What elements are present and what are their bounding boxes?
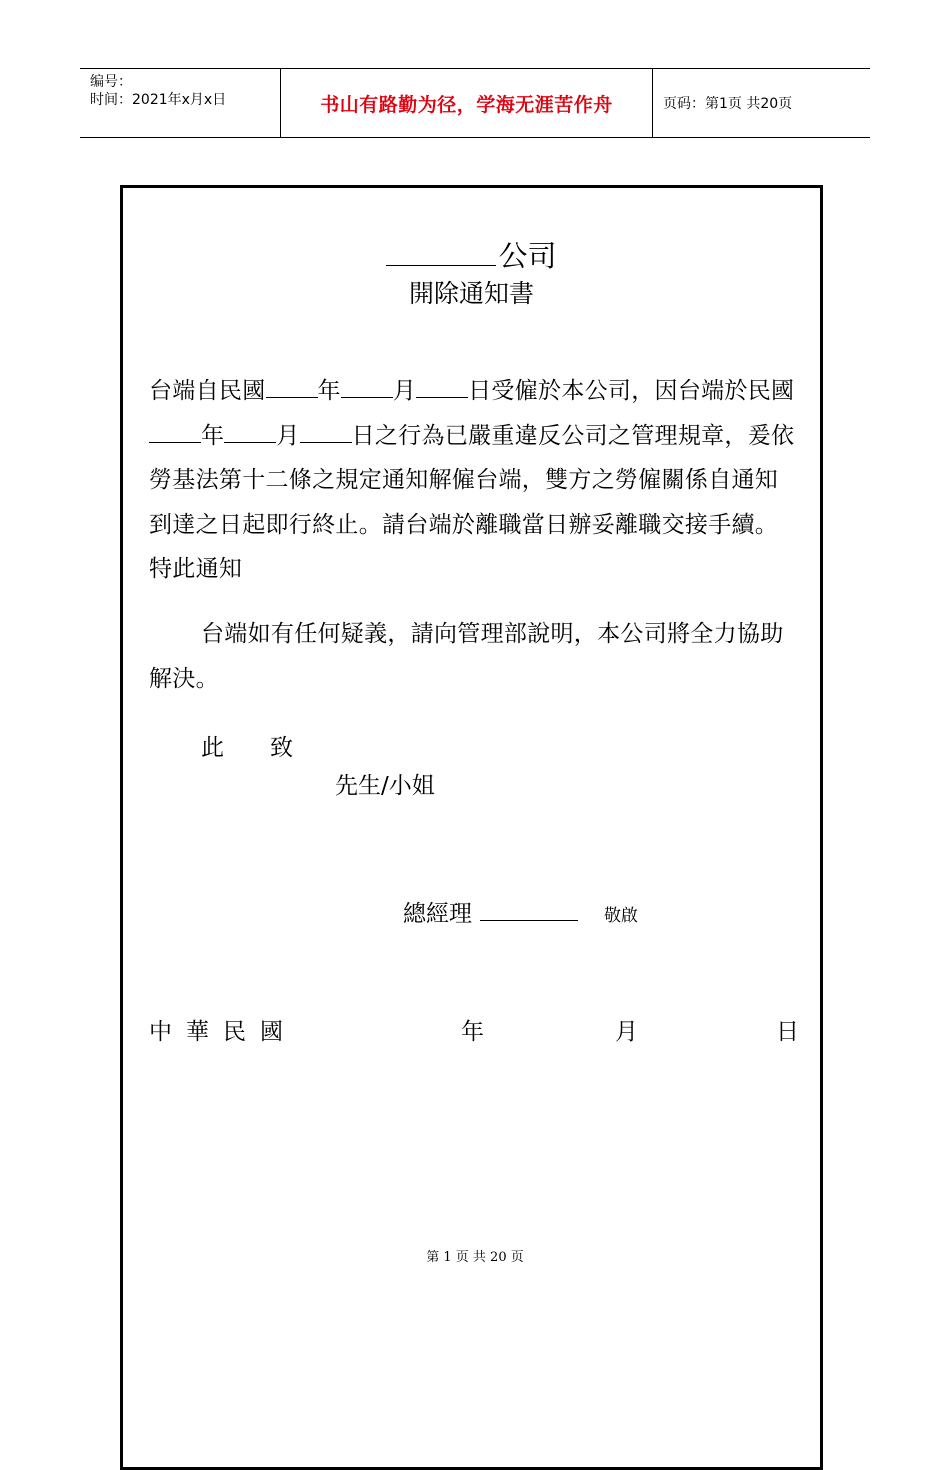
- para-text: 月: [276, 422, 300, 449]
- inquiry-paragraph: 台端如有任何疑義，請向管理部說明，本公司將全力協助解決。: [149, 621, 784, 692]
- hire-day-blank: [416, 377, 468, 398]
- date-prefix: 中華民國: [149, 1019, 297, 1045]
- page-footer: 第 1 页 共 20 页: [426, 1250, 524, 1265]
- para-text: 月: [392, 378, 417, 404]
- addressee: 先生/小姐: [335, 773, 435, 799]
- signature-blank: [480, 900, 578, 921]
- header-meta: [80, 69, 281, 137]
- date-year-label: 年: [461, 1019, 484, 1045]
- para-text: 日受僱於本公司，因台端於民國: [468, 378, 795, 404]
- serial-number-label: 编号：: [90, 74, 132, 90]
- date-line: [149, 1014, 799, 1050]
- incident-day-blank: [300, 422, 352, 443]
- header-motto: 书山有路勤为径，学海无涯苦作舟: [281, 69, 653, 137]
- signer-title: 總經理: [403, 901, 472, 927]
- salutation-word-2: 致: [270, 735, 293, 761]
- hire-year-blank: [266, 377, 318, 398]
- para-text: 台端自民國: [149, 378, 266, 404]
- para-text: 年: [201, 422, 225, 449]
- signer-respect: 敬啟: [604, 906, 638, 926]
- date-month-label: 月: [615, 1019, 638, 1045]
- letter-frame: [120, 185, 823, 1470]
- para-text: 日之行為已嚴重違反公司之管理規章，爰依勞基法第十二條之規定通知解僱台端，雙方之勞僱關係自通知到達之日起即行終止。請台端於離職當日辦妥離職交接手續。特此通知: [149, 422, 795, 582]
- company-title: [123, 238, 820, 273]
- date-day-label: 日: [776, 1019, 799, 1045]
- document-header: [80, 68, 870, 138]
- signature-line: [403, 896, 638, 934]
- salutation: [201, 726, 293, 770]
- notice-paragraph: [149, 369, 799, 592]
- salutation-word-1: 此: [201, 735, 224, 761]
- company-name-blank: [386, 238, 496, 266]
- time-label: 时间：2021年x月x日: [90, 92, 227, 108]
- para-text: 年: [317, 378, 341, 404]
- incident-month-blank: [224, 422, 276, 443]
- document-title: 開除通知書: [408, 279, 534, 308]
- header-page-info: 页码：第1页 共20页: [663, 96, 793, 112]
- incident-year-blank: [149, 422, 201, 443]
- hire-month-blank: [341, 377, 393, 398]
- company-suffix: 公司: [498, 239, 557, 273]
